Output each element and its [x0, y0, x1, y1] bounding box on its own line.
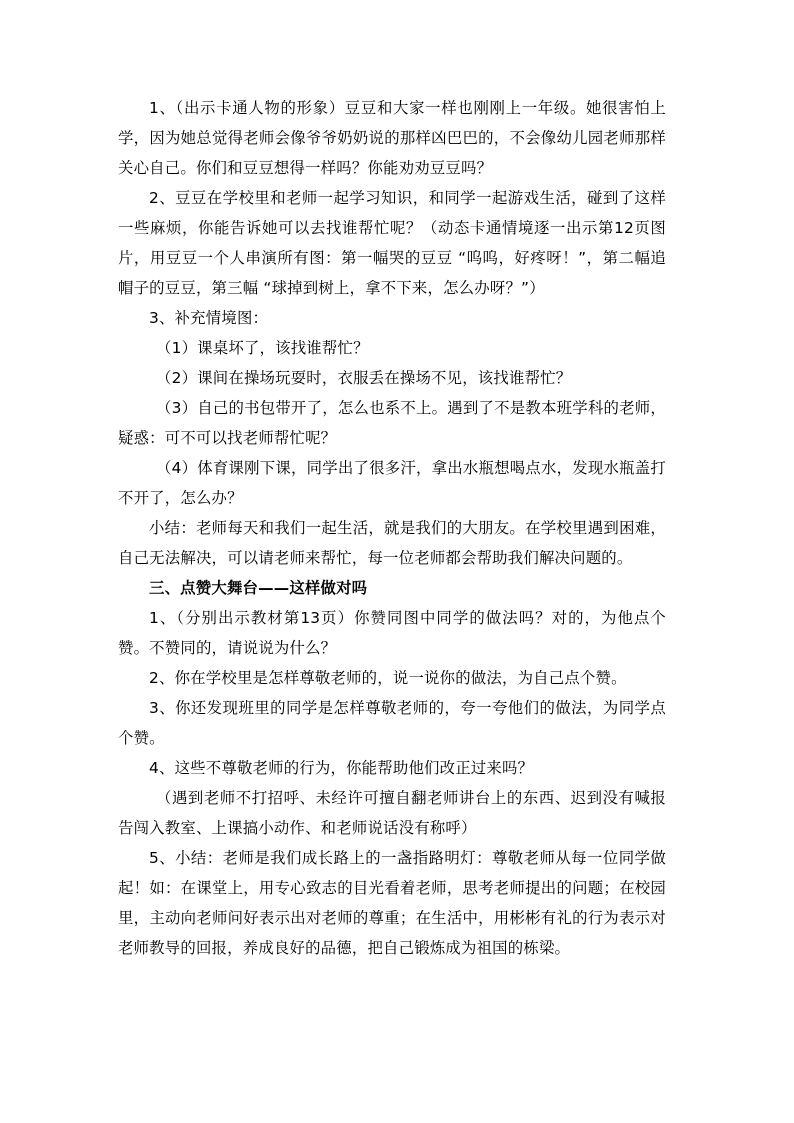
- paragraph-scenario-4: （4）体育课刚下课，同学出了很多汗，拿出水瓶想喝点水，发现水瓶盖打不开了，怎么办？: [118, 459, 666, 507]
- paragraph-scenario-3: （3）自己的书包带开了，怎么也系不上。遇到了不是教本班学科的老师，疑惑：可不可以找老师帮忙呢？: [118, 399, 666, 447]
- paragraph-item-4-examples: （遇到老师不打招呼、未经许可擅自翻老师讲台上的东西、迟到没有喊报告闯入教室、上课搞小动作、和老师说话没有称呼）: [118, 789, 666, 837]
- paragraph-item-4: 4、这些不尊敬老师的行为，你能帮助他们改正过来吗？: [149, 759, 534, 777]
- paragraph-scenario-1: （1）课桌坏了，该找谁帮忙？: [156, 339, 369, 357]
- paragraph-doudou-troubles: 2、豆豆在学校里和老师一起学习知识，和同学一起游戏生活，碰到了这样一些麻烦，你能告诉她可以去找谁帮忙呢？（动态卡通情境逐一出示第12页图片，用豆豆一个人串演所有图：第一幅哭的豆豆 “呜呜，好疼呀！”，第二幅追帽子的豆豆，第三幅 “球掉到树上，拿不下来，怎么办呀？”）: [118, 189, 666, 297]
- document-body: [118, 93, 666, 963]
- paragraph-summary-1: 小结：老师每天和我们一起生活，就是我们的大朋友。在学校里遇到困难，自己无法解决，可以请老师来帮忙，每一位老师都会帮助我们解决问题的。: [118, 519, 666, 567]
- paragraph-intro-doudou: 1、（出示卡通人物的形象）豆豆和大家一样也刚刚上一年级。她很害怕上学，因为她总觉得老师会像爷爷奶奶说的那样凶巴巴的，不会像幼儿园老师那样关心自己。你们和豆豆想得一样吗？你能劝劝豆豆吗？: [118, 99, 666, 177]
- paragraph-item-3: 3、你还发现班里的同学是怎样尊敬老师的，夸一夸他们的做法，为同学点个赞。: [118, 699, 666, 747]
- section-heading-3: 三、点赞大舞台——这样做对吗: [149, 579, 368, 597]
- paragraph-item-1: 1、（分别出示教材第13页）你赞同图中同学的做法吗？对的，为他点个赞。不赞同的，请说说为什么？: [118, 609, 666, 657]
- paragraph-item-2: 2、你在学校里是怎样尊敬老师的，说一说你的做法，为自己点个赞。: [149, 669, 627, 687]
- paragraph-item-5-summary: 5、小结：老师是我们成长路上的一盏指路明灯：尊敬老师从每一位同学做起！如：在课堂上，用专心致志的目光看着老师，思考老师提出的问题；在校园里，主动向老师问好表示出对老师的尊重；在生活中，用彬彬有礼的行为表示对老师教导的回报，养成良好的品德，把自己锻炼成为祖国的栋梁。: [118, 849, 666, 957]
- paragraph-supplement-heading: 3、补充情境图：: [149, 309, 269, 327]
- paragraph-scenario-2: （2）课间在操场玩耍时，衣服丢在操场不见，该找谁帮忙？: [156, 369, 572, 387]
